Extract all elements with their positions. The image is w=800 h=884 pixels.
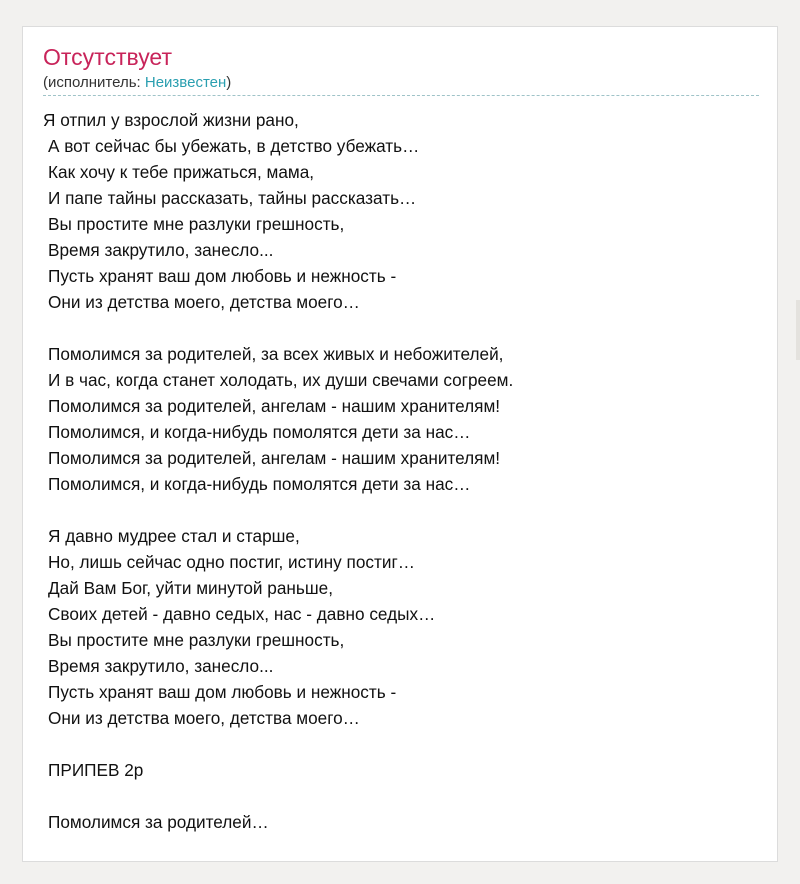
lyric-line: Помолимся за родителей, ангелам - нашим хранителям! [48, 396, 501, 416]
song-title: Отсутствует [43, 44, 172, 70]
stanza-gap [43, 497, 759, 523]
lyric-line: Но, лишь сейчас одно постиг, истину постиг… [48, 552, 415, 572]
lyric-line: Помолимся за родителей, ангелам - нашим хранителям! [48, 448, 501, 468]
lyric-line: Вы простите мне разлуки грешность, [48, 214, 345, 234]
lyric-line: Помолимся, и когда-нибудь помолятся дети за нас… [48, 474, 471, 494]
stanza-gap [43, 731, 759, 757]
lyric-line: Время закрутило, занесло... [48, 240, 274, 260]
lyric-line: Время закрутило, занесло... [48, 656, 274, 676]
lyric-line: Пусть хранят ваш дом любовь и нежность - [48, 266, 397, 286]
artist-suffix: ) [226, 74, 232, 91]
lyric-line: Пусть хранят ваш дом любовь и нежность - [48, 682, 397, 702]
lyric-line: Я давно мудрее стал и старше, [48, 526, 300, 546]
scrollbar-hint [796, 300, 800, 360]
lyric-line: Я отпил у взрослой жизни рано, [43, 110, 299, 130]
artist-link[interactable]: Неизвестен [144, 74, 227, 91]
artist-prefix: (исполнитель: [43, 74, 145, 91]
song-header [43, 43, 759, 96]
lyric-line: Помолимся за родителей… [48, 812, 269, 832]
lyric-line: Своих детей - давно седых, нас - давно седых… [48, 604, 436, 624]
stanza-gap [43, 783, 759, 809]
lyrics-text [43, 107, 759, 835]
lyric-line: Как хочу к тебе прижаться, мама, [48, 162, 315, 182]
lyric-line: Помолимся, и когда-нибудь помолятся дети за нас… [48, 422, 471, 442]
lyric-line: Помолимся за родителей, за всех живых и небожителей, [48, 344, 504, 364]
lyric-line: И папе тайны рассказать, тайны рассказать… [48, 188, 417, 208]
lyric-line: Они из детства моего, детства моего… [48, 708, 360, 728]
lyric-line: И в час, когда станет холодать, их души свечами согреем. [48, 370, 514, 390]
artist-line [43, 73, 759, 96]
lyric-line: Вы простите мне разлуки грешность, [48, 630, 345, 650]
lyrics-card [22, 26, 778, 862]
lyric-line: Дай Вам Бог, уйти минутой раньше, [48, 578, 333, 598]
stanza-gap [43, 315, 759, 341]
lyric-line: ПРИПЕВ 2р [48, 760, 144, 780]
lyric-line: Они из детства моего, детства моего… [48, 292, 360, 312]
lyric-line: А вот сейчас бы убежать, в детство убежать… [48, 136, 420, 156]
